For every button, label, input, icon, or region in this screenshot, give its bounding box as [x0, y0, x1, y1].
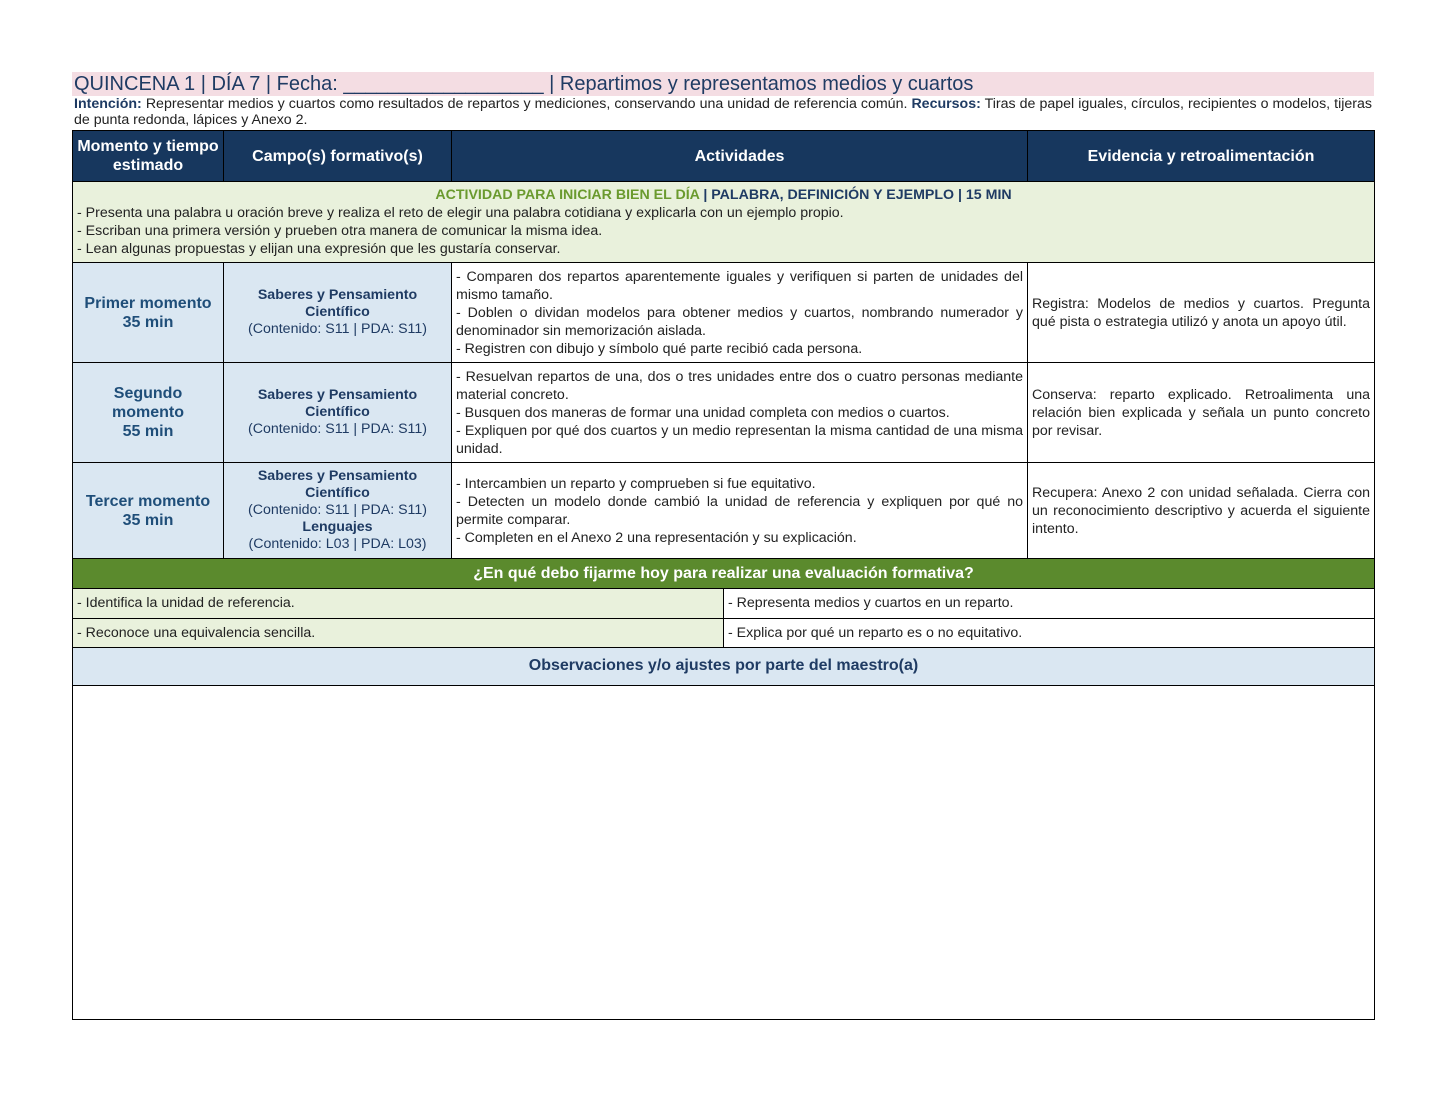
recursos-text: Tiras de papel iguales, círculos, recipientes o modelos, tijeras de punta redonda, lápices y Anexo 2.	[74, 96, 1372, 128]
actividad-item: - Detecten un modelo donde cambió la unidad de referencia y expliquen por qué no permite comparar.	[456, 493, 1023, 528]
evaluacion-title: ¿En qué debo fijarme hoy para realizar una evaluación formativa?	[73, 559, 1375, 589]
evidencia-cell: Recupera: Anexo 2 con unidad señalada. Cierra con un reconocimiento descriptivo y acuerda el siguiente intento.	[1028, 463, 1375, 559]
evaluacion-row	[73, 618, 1375, 647]
campo-cell	[224, 263, 452, 363]
actividad-item: - Comparen dos repartos aparentemente iguales y verifiquen si parten de unidades del mismo tamaño.	[456, 268, 1023, 303]
evaluacion-table	[72, 589, 1375, 1020]
page-title: QUINCENA 1 | DÍA 7 | Fecha: __________________ | Repartimos y representamos medios y cuartos	[72, 72, 1374, 96]
header-momento: Momento y tiempo estimado	[73, 131, 224, 182]
iniciar-heading-rest: | PALABRA, DEFINICIÓN Y EJEMPLO | 15 MIN	[699, 187, 1012, 203]
iniciar-line: - Escriban una primera versión y prueben otra manera de comunicar la misma idea.	[77, 223, 603, 239]
header-evidencia: Evidencia y retroalimentación	[1028, 131, 1375, 182]
moment-name: Primer momento	[84, 294, 212, 312]
intro-paragraph	[72, 96, 1374, 128]
campo-name: Saberes y Pensamiento Científico	[257, 387, 418, 420]
actividad-item: - Busquen dos maneras de formar una unidad completa con medios o cuartos.	[456, 404, 950, 421]
header-actividades: Actividades	[452, 131, 1028, 182]
campo-contenido: (Contenido: L03 | PDA: L03)	[248, 536, 427, 552]
iniciar-row	[73, 182, 1375, 263]
campo-cell	[224, 363, 452, 463]
campo-cell	[224, 463, 452, 559]
evaluacion-row	[73, 589, 1375, 618]
actividades-cell	[452, 363, 1028, 463]
moment-time: 35 min	[122, 313, 174, 331]
actividad-item: - Registren con dibujo y símbolo qué parte recibió cada persona.	[456, 340, 863, 357]
observaciones-header-row	[73, 647, 1375, 685]
evaluacion-header-row	[73, 559, 1375, 589]
observaciones-body-row	[73, 685, 1375, 1019]
evaluacion-item: - Representa medios y cuartos en un reparto.	[724, 589, 1375, 618]
lesson-plan-page	[72, 72, 1374, 1020]
actividad-item: - Intercambien un reparto y comprueben si fue equitativo.	[456, 475, 816, 492]
moment-name: Segundo momento	[112, 385, 184, 421]
iniciar-line: - Presenta una palabra u oración breve y realiza el reto de elegir una palabra cotidiana y explicarla con un ejemplo propio.	[77, 205, 844, 221]
plan-table	[72, 130, 1375, 589]
intencion-label: Intención:	[74, 96, 142, 112]
campo-name: Saberes y Pensamiento Científico	[257, 287, 418, 320]
actividad-item: - Doblen o dividan modelos para obtener medios y cuartos, nombrando numerador y denominador sin memorización aislada.	[456, 304, 1023, 339]
recursos-label: Recursos:	[911, 96, 981, 112]
actividades-cell	[452, 263, 1028, 363]
actividades-cell	[452, 463, 1028, 559]
moment-cell	[73, 363, 224, 463]
campo-contenido: (Contenido: S11 | PDA: S11)	[247, 502, 428, 518]
moment-cell	[73, 463, 224, 559]
moment-cell	[73, 263, 224, 363]
evaluacion-item: - Reconoce una equivalencia sencilla.	[73, 618, 724, 647]
evaluacion-item: - Explica por qué un reparto es o no equitativo.	[724, 618, 1375, 647]
evidencia-cell: Registra: Modelos de medios y cuartos. Pregunta qué pista o estrategia utilizó y anota un apoyo útil.	[1028, 263, 1375, 363]
actividad-item: - Expliquen por qué dos cuartos y un medio representan la misma cantidad de una misma unidad.	[456, 422, 1023, 457]
moment-row-2	[73, 363, 1375, 463]
evaluacion-item: - Identifica la unidad de referencia.	[73, 589, 724, 618]
intencion-text: Representar medios y cuartos como resultados de repartos y mediciones, conservando una unidad de referencia común.	[141, 96, 912, 112]
moment-name: Tercer momento	[85, 492, 211, 510]
iniciar-heading-green: ACTIVIDAD PARA INICIAR BIEN EL DÍA	[435, 187, 700, 203]
actividad-item: - Resuelvan repartos de una, dos o tres unidades entre dos o cuatro personas mediante material concreto.	[456, 368, 1023, 403]
iniciar-cell	[73, 182, 1375, 263]
iniciar-line: - Lean algunas propuestas y elijan una expresión que les gustaría conservar.	[77, 241, 561, 257]
campo-name: Saberes y Pensamiento Científico	[257, 468, 418, 501]
actividad-item: - Completen en el Anexo 2 una representación y su explicación.	[456, 529, 857, 546]
header-campo: Campo(s) formativo(s)	[224, 131, 452, 182]
moment-row-1	[73, 263, 1375, 363]
evidencia-cell: Conserva: reparto explicado. Retroalimenta una relación bien explicada y señala un punto concreto por revisar.	[1028, 363, 1375, 463]
observaciones-area[interactable]	[73, 685, 1375, 1019]
header-row	[73, 131, 1375, 182]
campo-name: Lenguajes	[302, 519, 373, 535]
moment-time: 35 min	[122, 511, 174, 529]
campo-contenido: (Contenido: S11 | PDA: S11)	[247, 321, 428, 337]
campo-contenido: (Contenido: S11 | PDA: S11)	[247, 421, 428, 437]
observaciones-title: Observaciones y/o ajustes por parte del maestro(a)	[73, 647, 1375, 685]
moment-row-3	[73, 463, 1375, 559]
moment-time: 55 min	[122, 423, 174, 440]
iniciar-heading	[77, 186, 1370, 204]
